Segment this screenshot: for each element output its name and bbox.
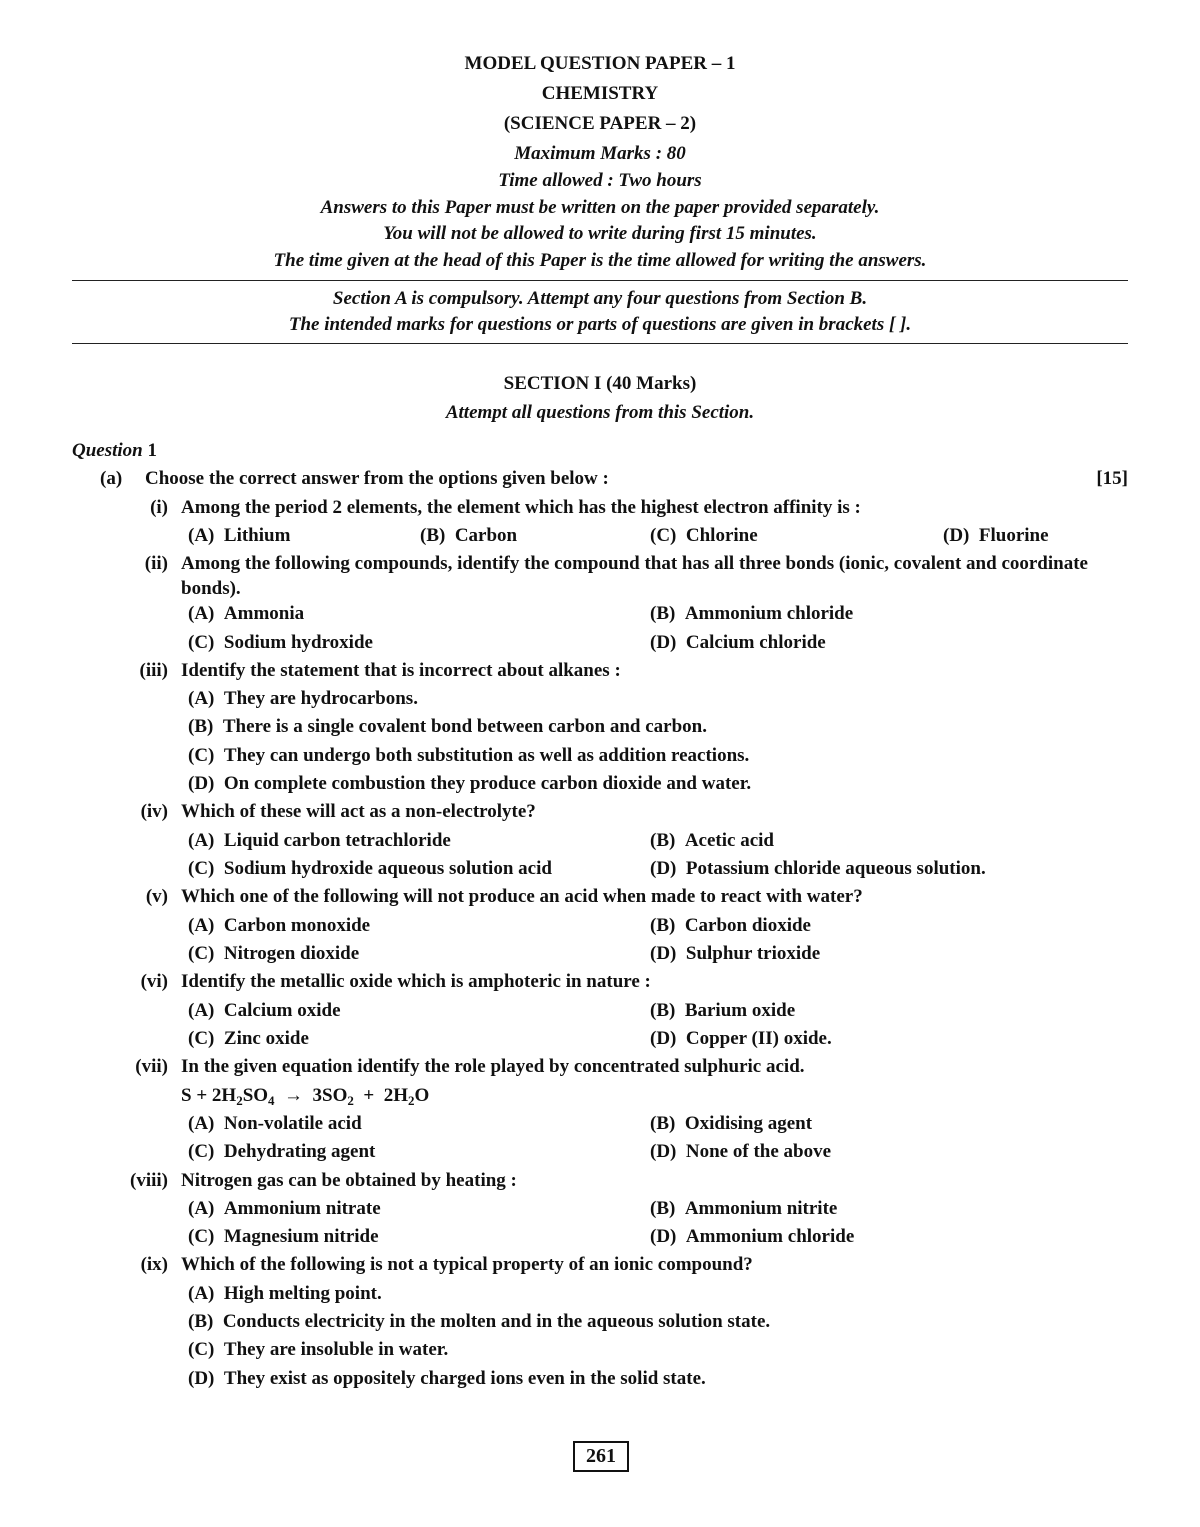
option [188, 1226, 379, 1248]
option-letter: (C) [188, 1141, 215, 1162]
option [650, 1141, 831, 1163]
instruction-line: The time given at the head of this Paper is the time allowed for writing the answers. [273, 250, 927, 271]
option-letter: (B) [650, 1113, 676, 1134]
option-text: Magnesium nitride [223, 1226, 379, 1247]
equation-subscript: 4 [268, 1093, 275, 1108]
option-letter: (B) [650, 830, 676, 851]
item-question: Which one of the following will not produce an acid when made to react with water? [181, 886, 863, 907]
max-marks: Maximum Marks : 80 [514, 143, 686, 164]
option-letter: (B) [650, 1000, 676, 1021]
option [188, 773, 751, 795]
section-subtitle: Attempt all questions from this Section. [445, 402, 755, 423]
option [650, 915, 811, 937]
option [650, 1113, 812, 1135]
option-text: Acetic acid [684, 830, 774, 851]
question-number: 1 [147, 440, 157, 461]
option [188, 915, 370, 937]
question-label: Question [72, 440, 143, 461]
option-letter: (C) [188, 1226, 215, 1247]
option [188, 603, 304, 625]
option-letter: (C) [650, 525, 677, 546]
equation-subscript: 2 [408, 1093, 415, 1108]
option-letter: (D) [650, 943, 677, 964]
option-text: Chlorine [685, 525, 758, 546]
option [188, 1198, 381, 1220]
item-question: Which of these will act as a non-electrolyte? [181, 801, 536, 822]
instruction-line: Answers to this Paper must be written on the paper provided separately. [320, 197, 880, 218]
item-question: Nitrogen gas can be obtained by heating : [181, 1170, 517, 1191]
option [650, 943, 820, 965]
item-number: (ii) [144, 553, 168, 574]
item-question: Identify the statement that is incorrect about alkanes : [181, 660, 621, 681]
option-text: Copper (II) oxide. [685, 1028, 832, 1049]
item-number: (iv) [140, 801, 168, 822]
option-text: Non-volatile acid [223, 1113, 362, 1134]
option-letter: (A) [188, 1283, 215, 1304]
question-heading [72, 440, 157, 462]
option [188, 1283, 382, 1305]
option-letter: (B) [188, 1311, 214, 1332]
option-letter: (B) [420, 525, 446, 546]
option-letter: (A) [188, 830, 215, 851]
divider [72, 343, 1128, 344]
option [650, 525, 758, 547]
option [188, 716, 707, 738]
option [420, 525, 517, 547]
option-letter: (C) [188, 858, 215, 879]
item-question: In the given equation identify the role played by concentrated sulphuric acid. [181, 1056, 805, 1077]
item-number: (v) [145, 886, 168, 907]
instruction-line: You will not be allowed to write during first 15 minutes. [383, 223, 817, 244]
option [188, 1028, 309, 1050]
option-text: Sodium hydroxide [223, 632, 373, 653]
option-text: Carbon monoxide [223, 915, 371, 936]
option-text: They are hydrocarbons. [223, 688, 418, 709]
item-number: (vi) [140, 971, 168, 992]
option [188, 632, 373, 654]
reaction-arrow-icon: → [284, 1085, 304, 1106]
option [650, 632, 826, 654]
option-letter: (D) [650, 632, 677, 653]
instruction-line: The intended marks for questions or parts of questions are given in brackets [ ]. [288, 314, 912, 335]
option-text: Conducts electricity in the molten and in the aqueous solution state. [222, 1311, 771, 1332]
option [943, 525, 1049, 547]
instruction-line: Section A is compulsory. Attempt any four questions from Section B. [332, 288, 868, 309]
option-text: None of the above [685, 1141, 832, 1162]
option-letter: (A) [188, 915, 215, 936]
equation-part: O [414, 1085, 430, 1106]
section-title: SECTION I (40 Marks) [503, 373, 697, 394]
option-text: Potassium chloride aqueous solution. [685, 858, 986, 879]
option-text: They can undergo both substitution as well as addition reactions. [223, 745, 750, 766]
equation-subscript: 2 [236, 1093, 243, 1108]
option-text: Dehydrating agent [223, 1141, 376, 1162]
option-text: Nitrogen dioxide [223, 943, 360, 964]
item-number: (viii) [130, 1170, 168, 1191]
option-letter: (B) [188, 716, 214, 737]
option-letter: (C) [188, 1339, 215, 1360]
option-letter: (D) [650, 1141, 677, 1162]
marks-label: [15] [1096, 468, 1128, 489]
option-letter: (A) [188, 525, 215, 546]
option-letter: (D) [650, 858, 677, 879]
option-text: Ammonium nitrite [684, 1198, 838, 1219]
option-letter: (C) [188, 745, 215, 766]
option-text: Carbon dioxide [684, 915, 811, 936]
option-text: Oxidising agent [684, 1113, 813, 1134]
item-number: (ix) [140, 1254, 168, 1275]
option-letter: (D) [188, 1368, 215, 1389]
equation-part: 3SO [312, 1085, 348, 1106]
option-text: Ammonium chloride [685, 1226, 855, 1247]
option-text: Fluorine [978, 525, 1049, 546]
option-text: There is a single covalent bond between carbon and carbon. [222, 716, 708, 737]
option-letter: (A) [188, 1000, 215, 1021]
paper-subtitle: (SCIENCE PAPER – 2) [503, 113, 697, 134]
option-letter: (D) [650, 1028, 677, 1049]
option [188, 1141, 375, 1163]
option-text: Zinc oxide [223, 1028, 309, 1049]
option-letter: (C) [188, 1028, 215, 1049]
option [188, 525, 290, 547]
item-number: (i) [150, 497, 168, 518]
part-instruction: Choose the correct answer from the options given below : [145, 468, 609, 489]
option-text: On complete combustion they produce carbon dioxide and water. [223, 773, 752, 794]
item-number: (vii) [135, 1056, 168, 1077]
option-text: Barium oxide [684, 1000, 796, 1021]
option [188, 1000, 341, 1022]
option [188, 943, 359, 965]
option [188, 1339, 448, 1361]
option [650, 1198, 837, 1220]
option-letter: (D) [943, 525, 970, 546]
option [188, 1113, 362, 1135]
option [650, 1000, 795, 1022]
option-text: Sodium hydroxide aqueous solution acid [223, 858, 552, 879]
option-text: Ammonia [223, 603, 305, 624]
option [188, 688, 418, 710]
item-question: Identify the metallic oxide which is amphoteric in nature : [181, 971, 651, 992]
option-letter: (C) [188, 632, 215, 653]
equation-part: 2H [383, 1085, 409, 1106]
option-letter: (A) [188, 1113, 215, 1134]
page-number: 261 [573, 1441, 629, 1472]
option [650, 1226, 854, 1248]
option [650, 830, 774, 852]
equation-part: SO [242, 1085, 269, 1106]
option [188, 830, 451, 852]
option-text: Calcium oxide [223, 1000, 341, 1021]
option [188, 858, 552, 880]
option-text: High melting point. [223, 1283, 382, 1304]
option-letter: (D) [650, 1226, 677, 1247]
item-question: Among the period 2 elements, the element which has the highest electron affinity is : [181, 497, 861, 518]
option [188, 1311, 770, 1333]
option-text: Lithium [223, 525, 291, 546]
option-letter: (A) [188, 603, 215, 624]
option [650, 1028, 832, 1050]
equation-part: S + 2H [181, 1085, 237, 1106]
option-text: Sulphur trioxide [685, 943, 821, 964]
option-letter: (A) [188, 1198, 215, 1219]
item-number: (iii) [139, 660, 168, 681]
item-question: Which of the following is not a typical property of an ionic compound? [181, 1254, 753, 1275]
paper-title: MODEL QUESTION PAPER – 1 [464, 53, 736, 74]
option-text: They exist as oppositely charged ions even in the solid state. [223, 1368, 706, 1389]
option [188, 745, 749, 767]
option-letter: (B) [650, 915, 676, 936]
item-question: Among the following compounds, identify the compound that has all three bonds (ionic, covalent and coordinate bonds). [181, 553, 1088, 599]
option-text: Liquid carbon tetrachloride [223, 830, 451, 851]
option-letter: (A) [188, 688, 215, 709]
subject-title: CHEMISTRY [541, 83, 659, 104]
option-text: Calcium chloride [685, 632, 826, 653]
divider [72, 280, 1128, 281]
option-letter: (D) [188, 773, 215, 794]
equation-subscript: 2 [347, 1093, 354, 1108]
option [188, 1368, 706, 1390]
option-text: Carbon [454, 525, 518, 546]
option [650, 858, 986, 880]
option-letter: (B) [650, 603, 676, 624]
option-letter: (C) [188, 943, 215, 964]
option-text: They are insoluble in water. [223, 1339, 449, 1360]
part-label: (a) [100, 468, 123, 489]
equation-part: + [363, 1085, 375, 1106]
option [650, 603, 853, 625]
option-text: Ammonium nitrate [223, 1198, 381, 1219]
option-letter: (B) [650, 1198, 676, 1219]
option-text: Ammonium chloride [684, 603, 854, 624]
chemical-equation [181, 1085, 429, 1107]
time-allowed: Time allowed : Two hours [498, 170, 702, 191]
